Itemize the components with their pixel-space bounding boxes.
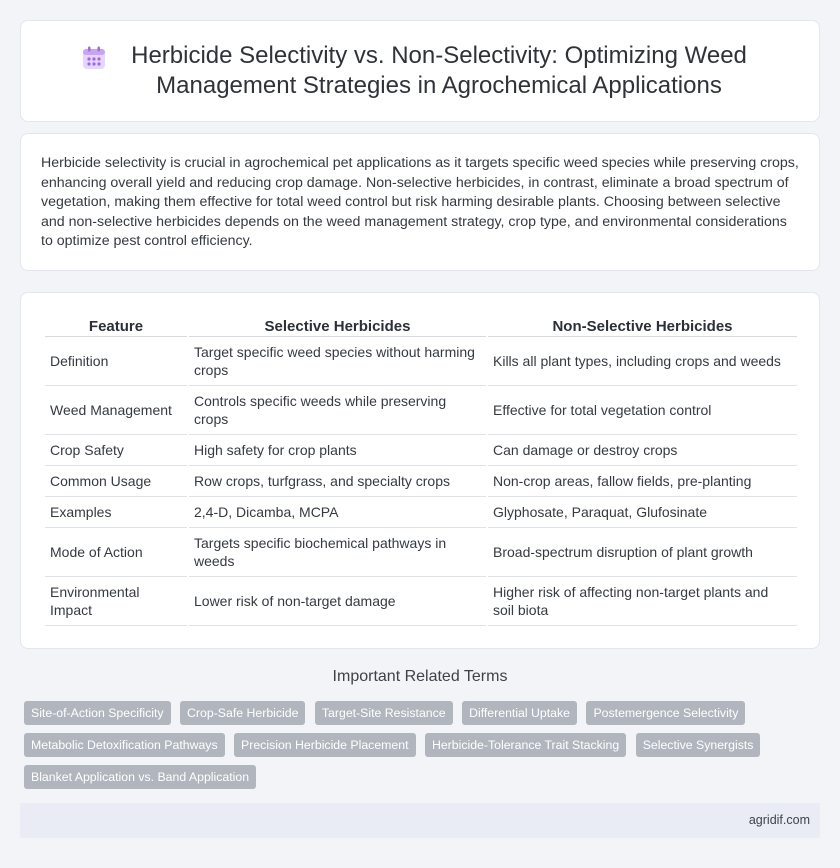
row-selective: Targets specific biochemical pathways in weeds bbox=[189, 528, 486, 577]
row-selective: Lower risk of non-target damage bbox=[189, 577, 486, 626]
row-non-selective: Effective for total vegetation control bbox=[488, 386, 797, 435]
header-feature: Feature bbox=[45, 311, 187, 337]
title-wrap bbox=[81, 41, 759, 101]
header-selective: Selective Herbicides bbox=[189, 311, 486, 337]
row-feature: Weed Management bbox=[45, 386, 187, 435]
term-tag[interactable]: Crop-Safe Herbicide bbox=[180, 701, 305, 725]
page-title: Herbicide Selectivity vs. Non-Selectivity: Optimizing Weed Management Strategies in Agrochemical Applications bbox=[131, 42, 747, 99]
row-feature: Definition bbox=[45, 337, 187, 386]
row-non-selective: Glyphosate, Paraquat, Glufosinate bbox=[488, 497, 797, 528]
table-row bbox=[45, 386, 797, 435]
term-tag[interactable]: Selective Synergists bbox=[636, 733, 761, 757]
table-row bbox=[45, 337, 797, 386]
row-selective: Target specific weed species without harming crops bbox=[189, 337, 486, 386]
row-non-selective: Higher risk of affecting non-target plants and soil biota bbox=[488, 577, 797, 626]
row-selective: High safety for crop plants bbox=[189, 435, 486, 466]
term-tag[interactable]: Site-of-Action Specificity bbox=[24, 701, 171, 725]
related-terms-title: Important Related Terms bbox=[332, 668, 508, 685]
footer-site-link[interactable]: agridif.com bbox=[748, 813, 810, 827]
calendar-icon bbox=[81, 45, 107, 71]
comparison-table-card bbox=[20, 292, 820, 649]
term-tag[interactable]: Metabolic Detoxification Pathways bbox=[24, 733, 225, 757]
related-terms-list bbox=[24, 701, 784, 797]
term-tag[interactable]: Herbicide-Tolerance Trait Stacking bbox=[425, 733, 626, 757]
table-row bbox=[45, 466, 797, 497]
footer bbox=[20, 803, 820, 838]
row-non-selective: Kills all plant types, including crops and weeds bbox=[488, 337, 797, 386]
table-row bbox=[45, 497, 797, 528]
table-row bbox=[45, 528, 797, 577]
table-row bbox=[45, 577, 797, 626]
row-selective: Row crops, turfgrass, and specialty crops bbox=[189, 466, 486, 497]
header-non-selective: Non-Selective Herbicides bbox=[488, 311, 797, 337]
row-selective: Controls specific weeds while preserving crops bbox=[189, 386, 486, 435]
table-row bbox=[45, 435, 797, 466]
row-non-selective: Can damage or destroy crops bbox=[488, 435, 797, 466]
term-tag[interactable]: Precision Herbicide Placement bbox=[234, 733, 415, 757]
row-feature: Environmental Impact bbox=[45, 577, 187, 626]
table-header-row bbox=[45, 311, 797, 337]
row-feature: Mode of Action bbox=[45, 528, 187, 577]
term-tag[interactable]: Blanket Application vs. Band Application bbox=[24, 765, 256, 789]
term-tag[interactable]: Postemergence Selectivity bbox=[586, 701, 745, 725]
row-non-selective: Broad-spectrum disruption of plant growth bbox=[488, 528, 797, 577]
row-selective: 2,4-D, Dicamba, MCPA bbox=[189, 497, 486, 528]
term-tag[interactable]: Target-Site Resistance bbox=[315, 701, 453, 725]
row-feature: Examples bbox=[45, 497, 187, 528]
term-tag[interactable]: Differential Uptake bbox=[462, 701, 577, 725]
intro-card bbox=[20, 133, 820, 271]
row-feature: Common Usage bbox=[45, 466, 187, 497]
row-feature: Crop Safety bbox=[45, 435, 187, 466]
header-card bbox=[20, 20, 820, 122]
comparison-table bbox=[43, 311, 799, 626]
intro-paragraph: Herbicide selectivity is crucial in agrochemical pet applications as it targets specific weed species while preserving crops, enhancing overall yield and reducing crop damage. Non-selective herbicides, in contrast, eliminate a broad spectrum of vegetation, making them effective for total weed control but risk harming desirable plants. Choosing between selective and non-selective herbicides depends on the weed management strategy, crop type, and environmental considerations to optimize pest control efficiency. bbox=[41, 155, 799, 249]
row-non-selective: Non-crop areas, fallow fields, pre-planting bbox=[488, 466, 797, 497]
